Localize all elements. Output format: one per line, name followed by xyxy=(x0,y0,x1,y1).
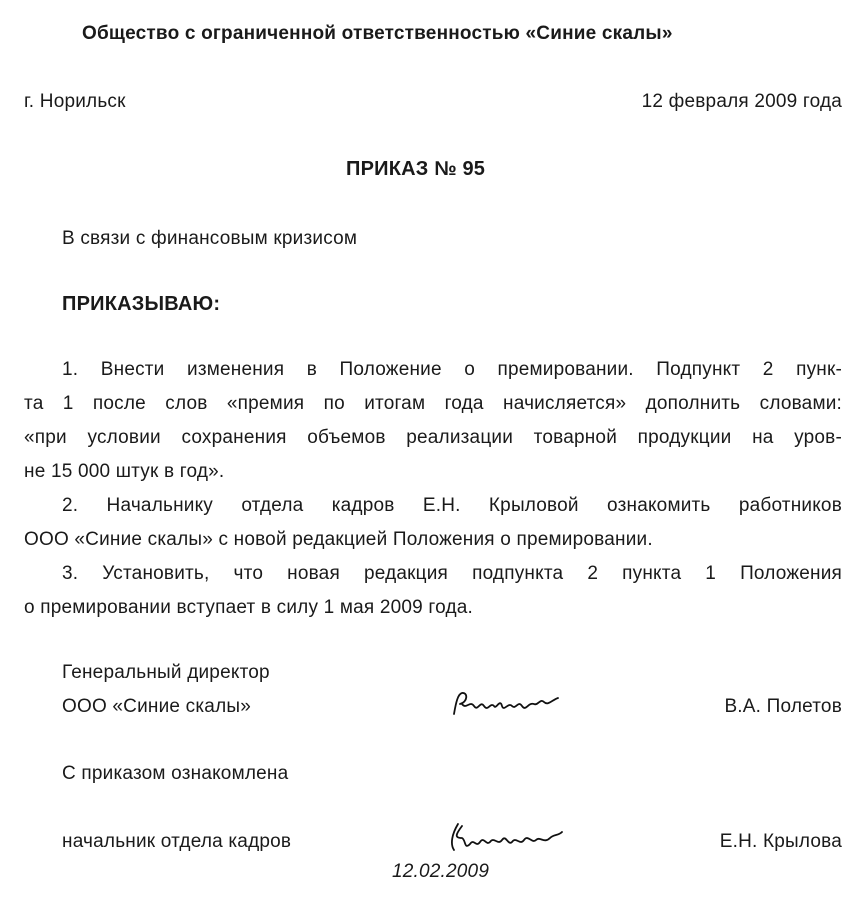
hr-acknowledgement-date: 12.02.2009 xyxy=(392,861,490,882)
city: г. Норильск xyxy=(24,91,126,112)
item-1-line-2: та 1 после слов «премия по итогам года начисляется» дополнить словами: xyxy=(24,393,842,414)
document-date: 12 февраля 2009 года xyxy=(641,91,842,112)
item-2-line-1: 2. Начальнику отдела кадров Е.Н. Крыловой ознакомить работников xyxy=(62,495,842,516)
director-name: В.А. Полетов xyxy=(724,696,842,717)
item-3-line-1: 3. Установить, что новая редакция подпункта 2 пункта 1 Положения xyxy=(62,563,842,584)
director-title-line-2: ООО «Синие скалы» xyxy=(62,696,251,717)
hr-name: Е.Н. Крылова xyxy=(719,831,842,852)
organization-name: Общество с ограниченной ответственностью «Синие скалы» xyxy=(82,23,673,44)
item-1-line-3: «при условии сохранения объемов реализации товарной продукции на уров- xyxy=(24,427,842,448)
item-1-line-1: 1. Внести изменения в Положение о премировании. Подпункт 2 пунк- xyxy=(62,359,842,380)
director-title-line-1: Генеральный директор xyxy=(62,662,270,683)
item-1-line-4: не 15 000 штук в год». xyxy=(24,461,225,482)
hr-signature xyxy=(440,820,568,856)
item-3-line-2: о премировании вступает в силу 1 мая 2009 года. xyxy=(24,597,474,618)
preamble: В связи с финансовым кризисом xyxy=(62,228,358,249)
director-signature xyxy=(448,688,568,722)
command-heading: ПРИКАЗЫВАЮ: xyxy=(62,293,221,315)
hr-title: начальник отдела кадров xyxy=(62,831,292,852)
item-2-line-2: ООО «Синие скалы» с новой редакцией Положения о премировании. xyxy=(24,529,653,550)
order-title: ПРИКАЗ № 95 xyxy=(346,158,486,180)
acknowledgement-label: С приказом ознакомлена xyxy=(62,763,289,784)
